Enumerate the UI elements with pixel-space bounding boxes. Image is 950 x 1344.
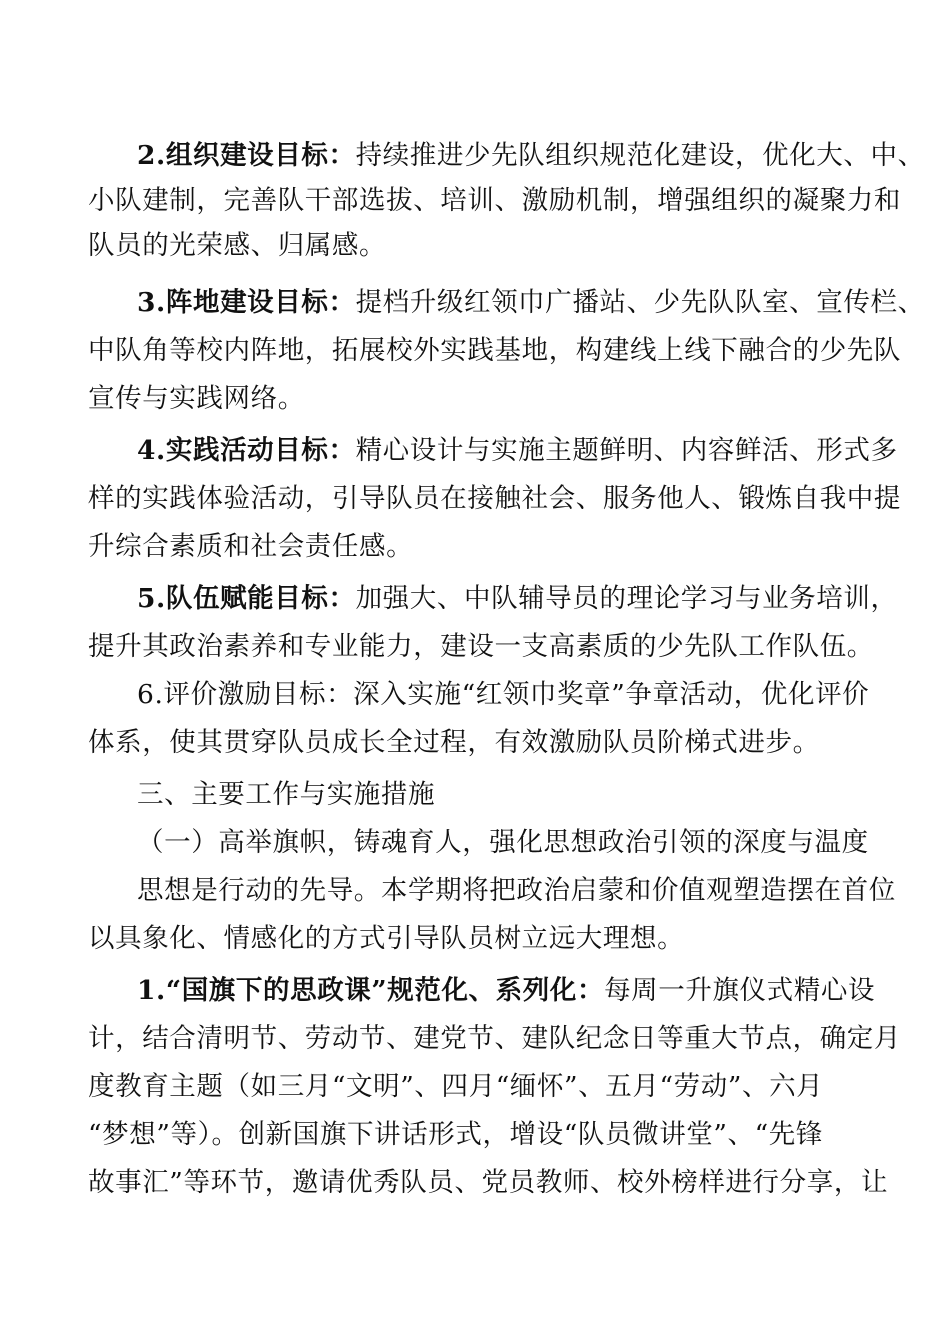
- paragraph-line: [88, 1165, 888, 1201]
- line-text: 三、主要工作与实施措施: [137, 779, 436, 810]
- line-text: 思想是行动的先导。本学期将把政治启蒙和价值观塑造摆在首位: [137, 875, 896, 906]
- line-text: 队员的光荣感、归属感。: [88, 230, 387, 261]
- bold-heading: 1.“国旗下的思政课”规范化、系列化：: [137, 975, 605, 1006]
- paragraph-line: [88, 1069, 823, 1105]
- paragraph-line: [137, 973, 875, 1009]
- line-text: 以具象化、情感化的方式引导队员树立远大理想。: [88, 923, 685, 954]
- paragraph-line: [88, 381, 305, 417]
- bold-heading: 3.阵地建设目标：: [137, 287, 356, 318]
- line-text: 提升其政治素养和专业能力，建设一支高素质的少先队工作队伍。: [88, 631, 874, 662]
- line-text: 中队角等校内阵地，拓展校外实践基地，构建线上线下融合的少先队: [88, 335, 901, 366]
- paragraph-line: [88, 1021, 901, 1057]
- line-text: “梦想”等）。创新国旗下讲话形式，增设“队员微讲堂”、“先锋: [88, 1119, 823, 1150]
- line-text: 体系，使其贯穿队员成长全过程，有效激励队员阶梯式进步。: [88, 727, 820, 758]
- paragraph-line: [88, 183, 901, 219]
- paragraph-line: [137, 581, 898, 617]
- paragraph-line: [137, 433, 898, 469]
- line-text: 加强大、中队辅导员的理论学习与业务培训，: [355, 583, 898, 614]
- paragraph-line: [88, 725, 820, 761]
- line-text: 度教育主题（如三月“文明”、四月“缅怀”、五月“劳动”、六月: [88, 1071, 824, 1102]
- paragraph-line: [88, 333, 901, 369]
- bold-heading: 4.实践活动目标：: [137, 435, 356, 466]
- line-text: 6.评价激励目标：深入实施“红领巾奖章”争章活动，优化评价: [137, 679, 870, 710]
- paragraph-line: [137, 873, 896, 909]
- paragraph-line: [137, 138, 925, 174]
- line-text: 提档升级红领巾广播站、少先队队室、宣传栏、: [355, 287, 925, 318]
- paragraph-line: [137, 677, 869, 713]
- section-heading: [137, 777, 435, 813]
- line-text: 精心设计与实施主题鲜明、内容鲜活、形式多: [355, 435, 898, 466]
- paragraph-line: [88, 921, 684, 957]
- line-text: 小队建制，完善队干部选拔、培训、激励机制，增强组织的凝聚力和: [88, 185, 901, 216]
- bold-heading: 5.队伍赋能目标：: [137, 583, 356, 614]
- line-text: （一）高举旗帜，铸魂育人，强化思想政治引领的深度与温度: [137, 827, 869, 858]
- paragraph-line: [88, 529, 413, 565]
- paragraph-line: [88, 481, 901, 517]
- paragraph-line: [88, 629, 874, 665]
- line-text: 样的实践体验活动，引导队员在接触社会、服务他人、锻炼自我中提: [88, 483, 901, 514]
- line-text: 升综合素质和社会责任感。: [88, 531, 414, 562]
- line-text: 计，结合清明节、劳动节、建党节、建队纪念日等重大节点，确定月: [88, 1023, 901, 1054]
- paragraph-line: [88, 1117, 823, 1153]
- line-text: 每周一升旗仪式精心设: [604, 975, 876, 1006]
- bold-heading: 2.组织建设目标：: [137, 140, 356, 171]
- paragraph-line: [137, 285, 925, 321]
- subsection-heading: [137, 825, 869, 861]
- paragraph-line: [88, 228, 386, 264]
- line-text: 宣传与实践网络。: [88, 383, 305, 414]
- line-text: 持续推进少先队组织规范化建设，优化大、中、: [355, 140, 925, 171]
- line-text: 故事汇”等环节，邀请优秀队员、党员教师、校外榜样进行分享，让: [88, 1167, 889, 1198]
